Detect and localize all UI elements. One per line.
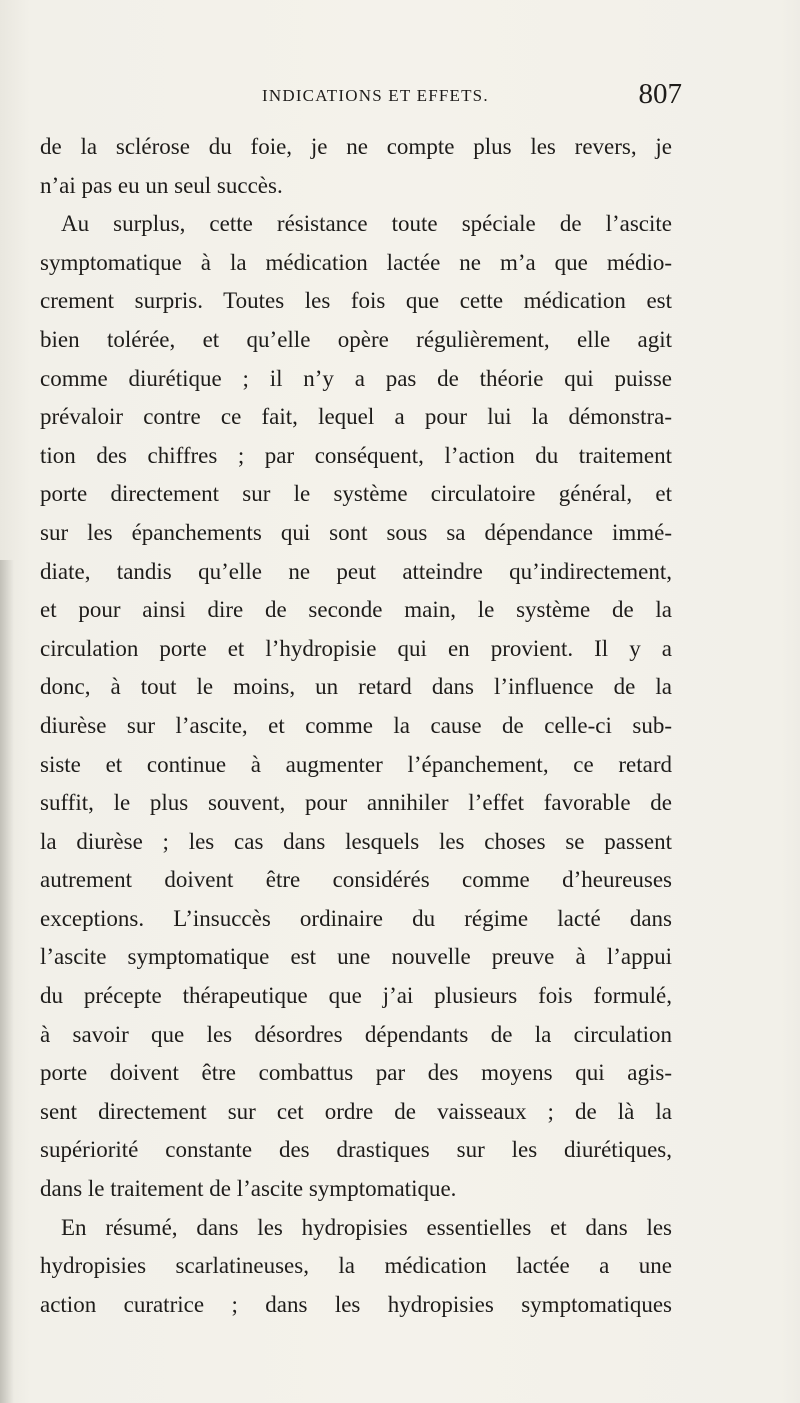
text-line: supériorité constante des drastiques sur les diurétiques,	[40, 1137, 672, 1163]
text-line: En résumé, dans les hydropisies essentielles et dans les	[61, 1214, 672, 1240]
text-line: la diurèse ; les cas dans lesquels les choses se passent	[40, 828, 672, 854]
text-line: sent directement sur cet ordre de vaisseaux ; de là la	[40, 1098, 672, 1124]
text-line: circulation porte et l’hydropisie qui en provient. Il y a	[40, 635, 672, 661]
text-line: diate, tandis qu’elle ne peut atteindre qu’indirectement,	[40, 558, 672, 584]
running-head: INDICATIONS ET EFFETS.	[262, 86, 489, 105]
text-line: et pour ainsi dire de seconde main, le système de la	[40, 597, 672, 623]
body-text	[40, 128, 672, 1324]
text-line: symptomatique à la médication lactée ne m’a que médio-	[40, 249, 672, 275]
text-line: du précepte thérapeutique que j’ai plusieurs fois formulé,	[40, 983, 672, 1009]
text-line: crement surpris. Toutes les fois que cette médication est	[40, 288, 672, 314]
text-line: prévaloir contre ce fait, lequel a pour lui la démonstra-	[40, 404, 672, 430]
text-line: hydropisies scarlatineuses, la médication lactée a une	[40, 1253, 672, 1279]
text-line: suffit, le plus souvent, pour annihiler l’effet favorable de	[40, 790, 672, 816]
text-line: diurèse sur l’ascite, et comme la cause de celle-ci sub-	[40, 712, 672, 738]
text-line: porte directement sur le système circulatoire général, et	[40, 481, 672, 507]
text-line: Au surplus, cette résistance toute spéciale de l’ascite	[61, 211, 672, 237]
page-edge-shadow	[0, 560, 14, 1403]
text-line: tion des chiffres ; par conséquent, l’action du traitement	[40, 442, 672, 468]
text-line: comme diurétique ; il n’y a pas de théorie qui puisse	[40, 365, 672, 391]
text-line: porte doivent être combattus par des moyens qui agis-	[40, 1060, 672, 1086]
text-line: bien tolérée, et qu’elle opère régulièrement, elle agit	[40, 326, 672, 352]
text-line: donc, à tout le moins, un retard dans l’influence de la	[40, 674, 672, 700]
page-header	[262, 78, 682, 118]
text-line: de la sclérose du foie, je ne compte plus les revers, je	[40, 134, 672, 159]
text-line: exceptions. L’insuccès ordinaire du régime lacté dans	[40, 905, 672, 931]
text-line: n’ai pas eu un seul succès.	[40, 172, 283, 198]
text-line: l’ascite symptomatique est une nouvelle preuve à l’appui	[40, 944, 672, 970]
text-line: autrement doivent être considérés comme d’heureuses	[40, 867, 672, 893]
text-line: dans le traitement de l’ascite symptomatique.	[40, 1176, 457, 1202]
page-number: 807	[638, 78, 682, 110]
text-line: siste et continue à augmenter l’épanchement, ce retard	[40, 751, 672, 777]
text-line: action curatrice ; dans les hydropisies symptomatiques	[40, 1291, 672, 1317]
text-line: sur les épanchements qui sont sous sa dépendance immé-	[40, 519, 672, 545]
text-line: à savoir que les désordres dépendants de la circulation	[40, 1021, 672, 1047]
